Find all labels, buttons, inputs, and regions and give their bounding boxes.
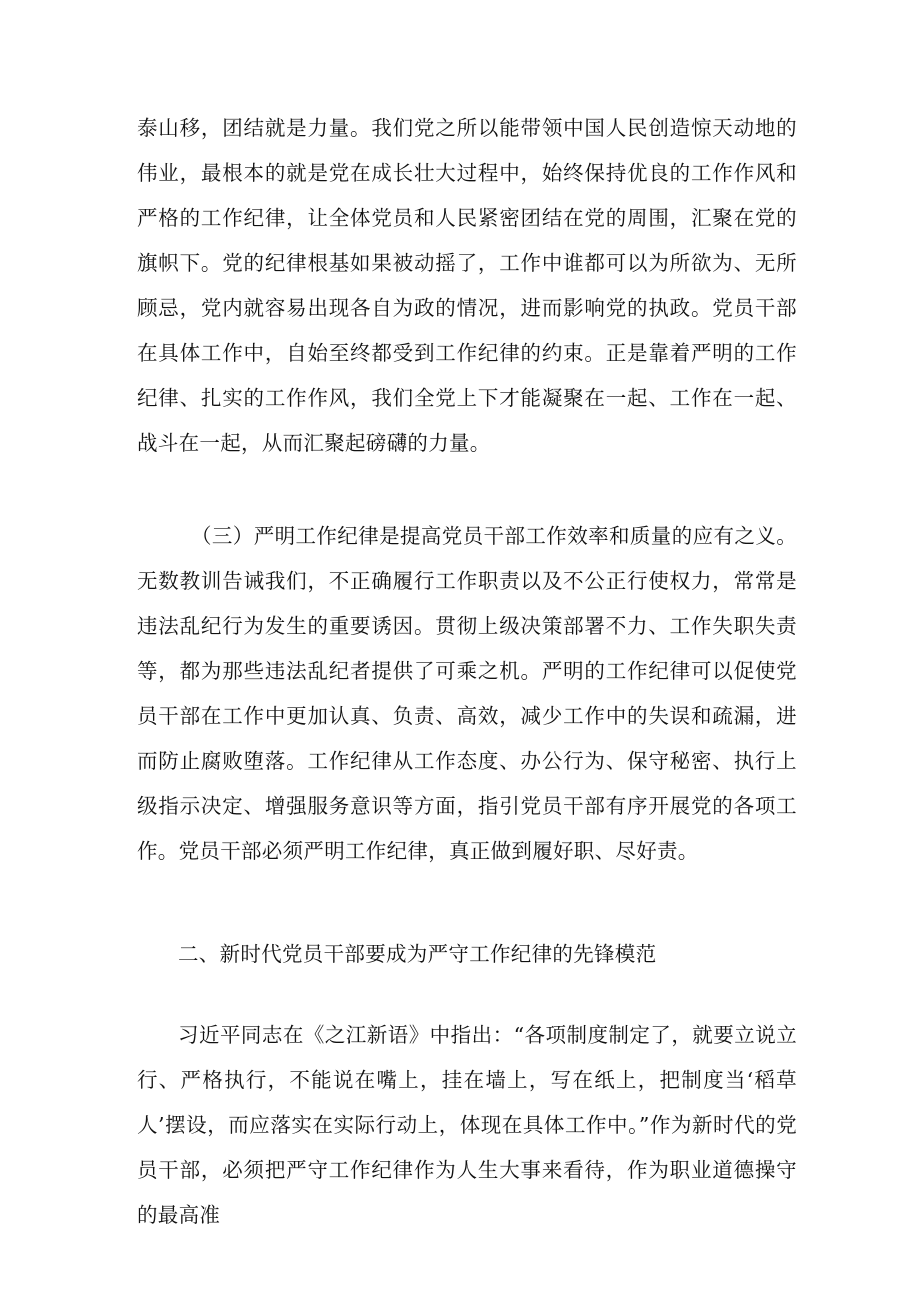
body-paragraph: 泰山移，团结就是力量。我们党之所以能带领中国人民创造惊天动地的伟业，最根本的就是党在成长壮大过程中，始终保持优良的工作作风和严格的工作纪律，让全体党员和人民紧密团结在党的周围，汇聚在党的旗帜下。党的纪律根基如果被动摇了，工作中谁都可以为所欲为、无所顾忌，党内就容易出现各自为政的情况，进而影响党的执政。党员干部在具体工作中，自始至终都受到工作纪律的约束。正是靠着严明的工作纪律、扎实的工作作风，我们全党上下才能凝聚在一起、工作在一起、战斗在一起，从而汇聚起磅礴的力量。: [137, 116, 797, 455]
body-paragraph: 习近平同志在《之江新语》中指出：“各项制度制定了，就要立说立行、严格执行，不能说在嘴上，挂在墙上，写在纸上，把制度当‘稻草人’摆设，而应落实在实际行动上，体现在具体工作中。”作为新时代的党员干部，必须把严守工作纪律作为人生大事来看待，作为职业道德操守的最高准: [137, 1023, 797, 1227]
body-paragraph: （三）严明工作纪律是提高党员干部工作效率和质量的应有之义。无数教训告诫我们，不正确履行工作职责以及不公正行使权力，常常是违法乱纪行为发生的重要诱因。贯彻上级决策部署不力、工作失职失责等，都为那些违法乱纪者提供了可乘之机。严明的工作纪律可以促使党员干部在工作中更加认真、负责、高效，减少工作中的失误和疏漏，进而防止腐败堕落。工作纪律从工作态度、办公行为、保守秘密、执行上级指示决定、增强服务意识等方面，指引党员干部有序开展党的各项工作。党员干部必须严明工作纪律，真正做到履好职、尽好责。: [137, 524, 797, 863]
section-heading: 二、新时代党员干部要成为严守工作纪律的先锋模范: [178, 942, 657, 966]
